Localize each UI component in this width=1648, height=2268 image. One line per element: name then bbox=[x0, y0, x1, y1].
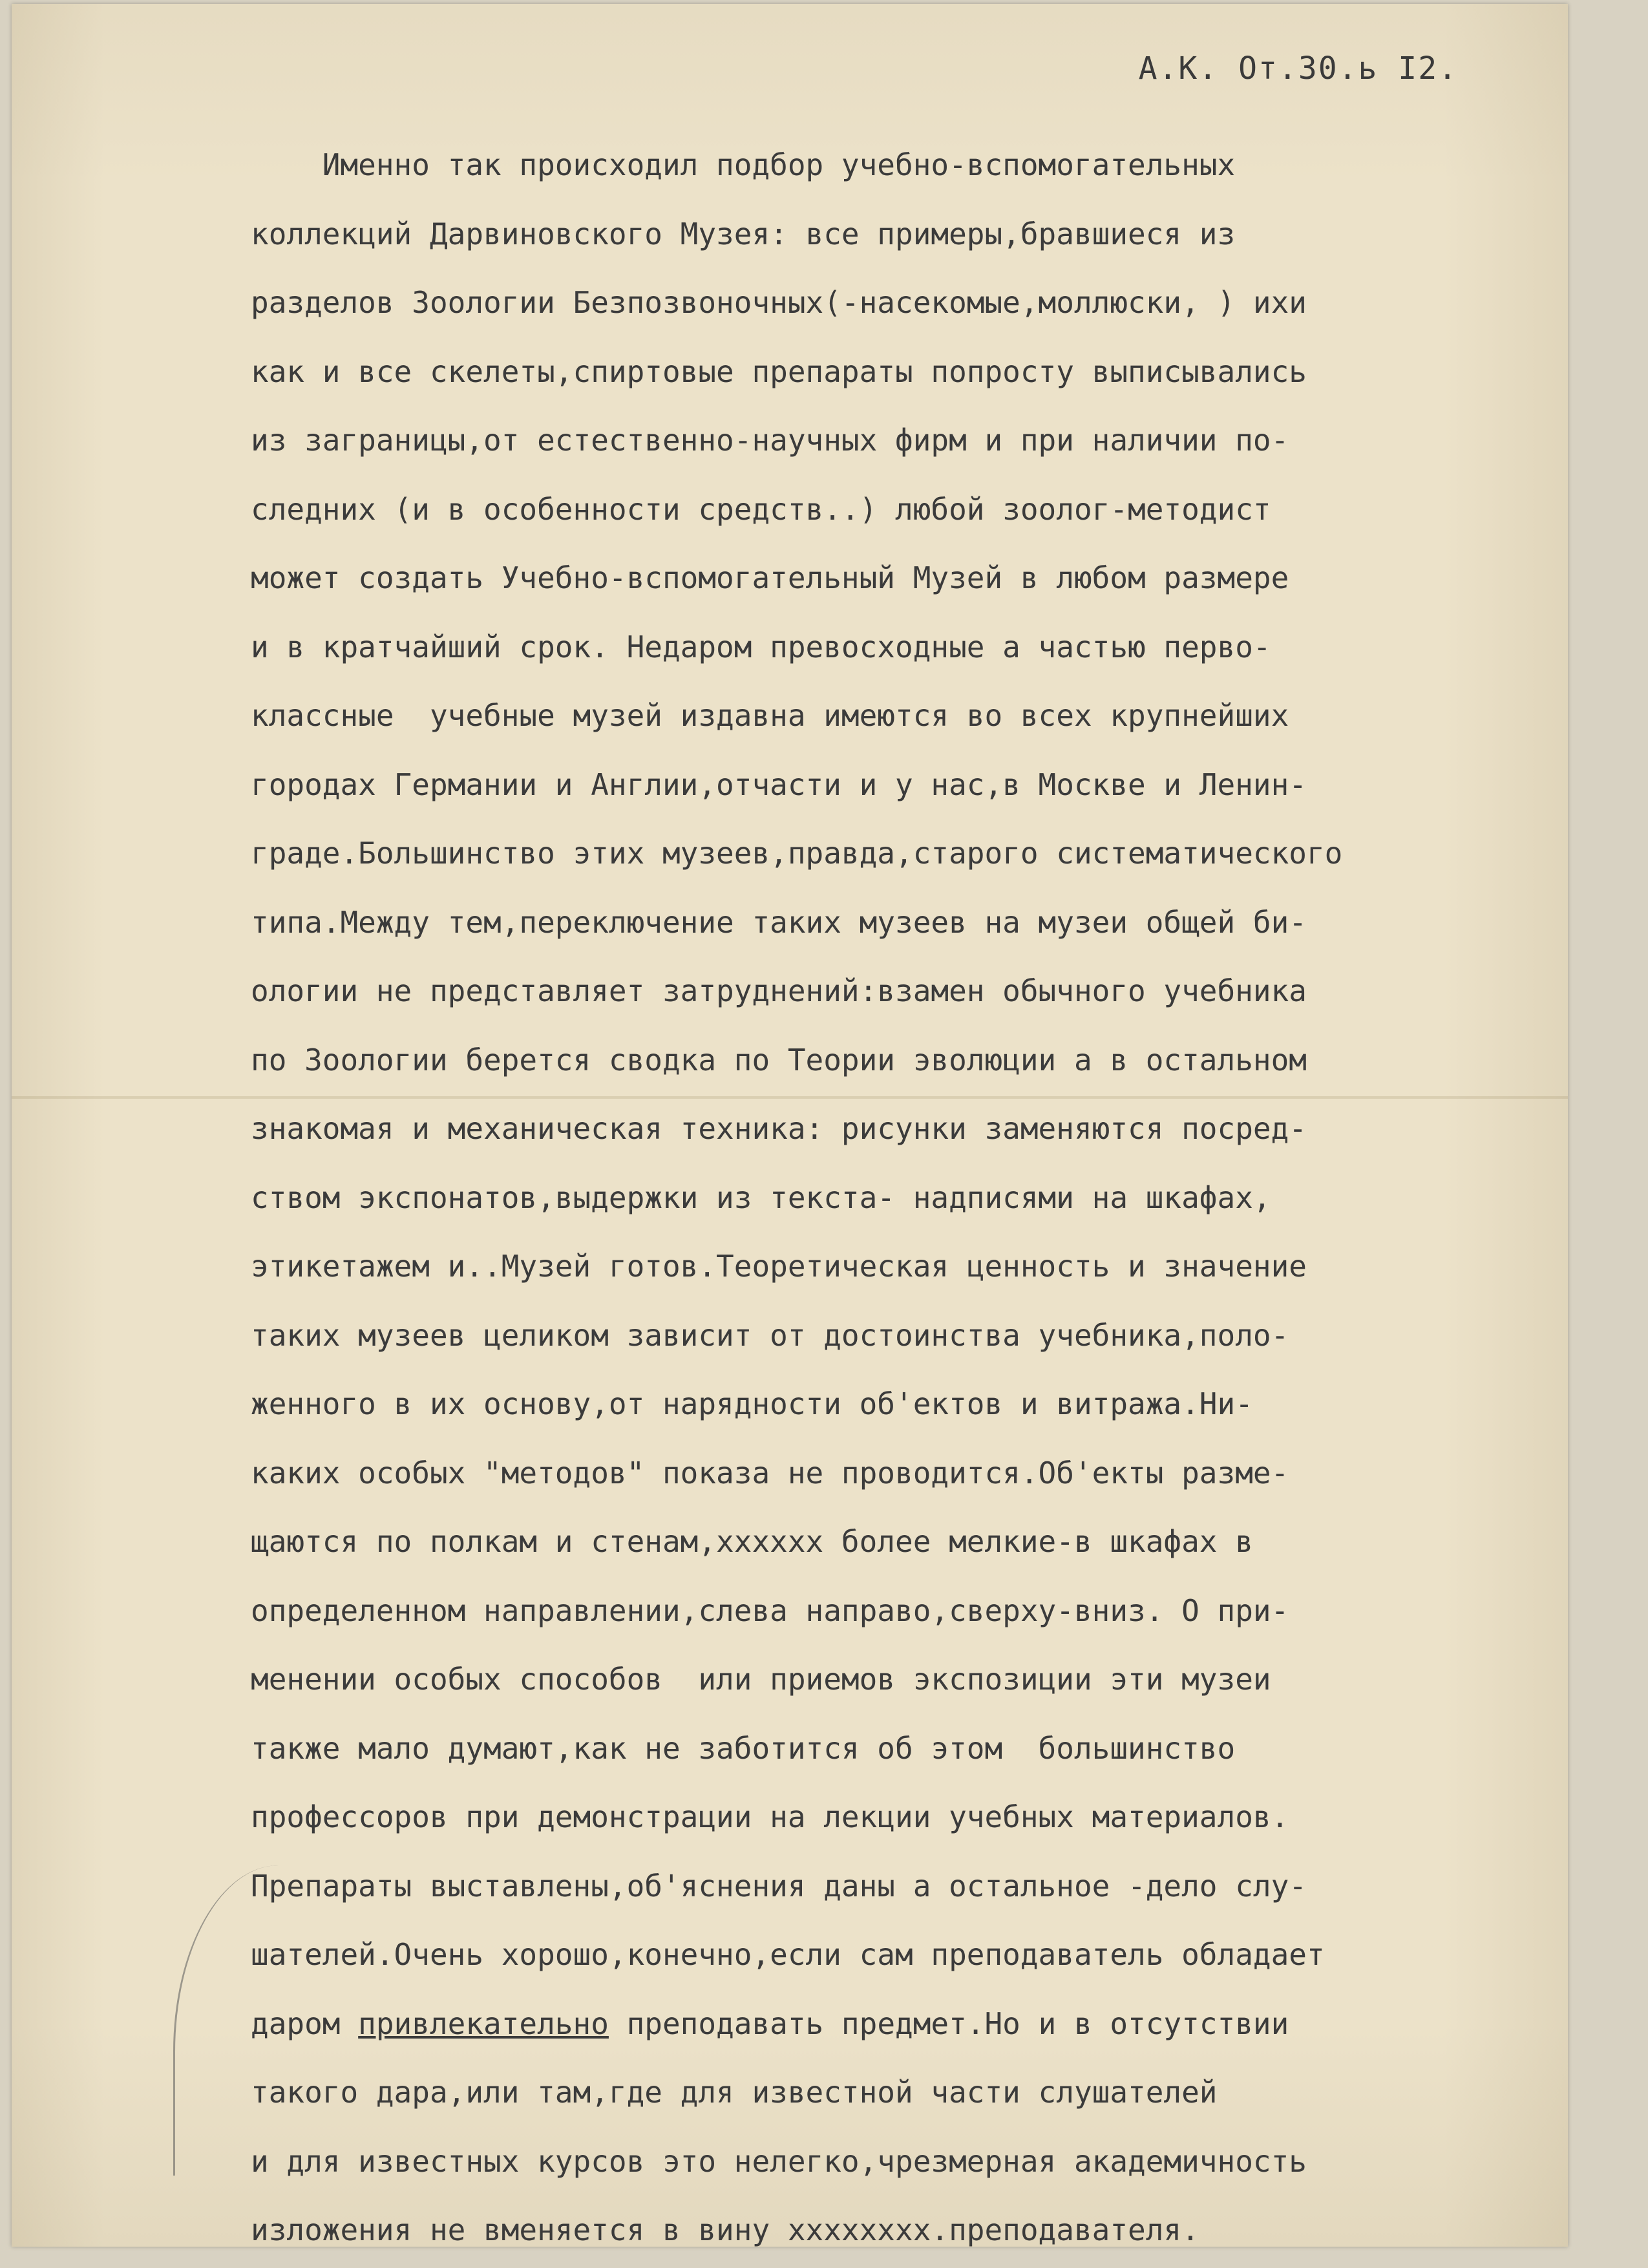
text-line: таких музеев целиком зависит от достоинства учебника,поло- bbox=[251, 1317, 1289, 1353]
text-line: этикетажем и..Музей готов.Теоретическая ценность и значение bbox=[251, 1249, 1307, 1284]
text-line: знакомая и механическая техника: рисунки заменяются посред- bbox=[251, 1111, 1307, 1146]
text-line: такого дара,или там,где для известной части слушателей bbox=[251, 2075, 1218, 2110]
text-line: ством экспонатов,выдержки из текста- надписями на шкафах, bbox=[251, 1180, 1271, 1215]
pencil-mark bbox=[173, 1865, 279, 2176]
text-line: каких особых "методов" показа не проводится.Об'екты разме- bbox=[251, 1455, 1289, 1490]
text-line: разделов Зоологии Безпозвоночных(-насекомые,моллюски, ) ихи bbox=[251, 285, 1307, 320]
text-line: и в кратчайший срок. Недаром превосходные а частью перво- bbox=[251, 629, 1271, 664]
text-line: и для известных курсов это нелегко,чрезмерная академичность bbox=[251, 2143, 1307, 2179]
typewritten-body bbox=[251, 131, 1543, 2265]
text-line: коллекций Дарвиновского Музея: все примеры,бравшиеся из bbox=[251, 216, 1236, 251]
text-line: Именно так происходил подбор учебно-вспомогательных bbox=[251, 147, 1236, 182]
text-line: изложения не вменяется в вину хххххххх.преподавателя. bbox=[251, 2212, 1199, 2247]
text-line: следних (и в особенности средств..) любой зоолог-методист bbox=[251, 491, 1271, 527]
line-end: преподавать предмет.Но и в отсутствии bbox=[608, 2006, 1289, 2041]
text-line: менении особых способов или приемов экспозиции эти музеи bbox=[251, 1662, 1271, 1697]
text-line: городах Германии и Англии,отчасти и у нас,в Москве и Ленин- bbox=[251, 767, 1307, 802]
text-line: определенном направлении,слева направо,сверху-вниз. О при- bbox=[251, 1593, 1289, 1628]
underlined-word: привлекательно bbox=[358, 2006, 609, 2041]
text-line: типа.Между тем,переключение таких музеев на музеи общей би- bbox=[251, 904, 1307, 940]
text-line: может создать Учебно-вспомогательный Музей в любом размере bbox=[251, 560, 1289, 595]
text-line: граде.Большинство этих музеев,правда,старого систематического bbox=[251, 836, 1343, 871]
text-line: Препараты выставлены,об'яснения даны а остальное -дело слу- bbox=[251, 1868, 1307, 1903]
text-line: как и все скелеты,спиртовые препараты попросту выписывались bbox=[251, 354, 1307, 389]
text-line: также мало думают,как не заботится об этом большинство bbox=[251, 1730, 1236, 1766]
text-line: щаются по полкам и стенам,хххххх более мелкие-в шкафах в bbox=[251, 1524, 1253, 1559]
text-line: шателей.Очень хорошо,конечно,если сам преподаватель обладает bbox=[251, 1937, 1325, 1972]
line-start: даром bbox=[251, 2006, 359, 2041]
text-line: по Зоологии берется сводка по Теории эволюции а в остальном bbox=[251, 1042, 1307, 1077]
text-line: женного в их основу,от нарядности об'ектов и витража.Ни- bbox=[251, 1386, 1253, 1421]
text-line: ологии не представляет затруднений:взамен обычного учебника bbox=[251, 973, 1307, 1008]
text-line: профессоров при демонстрации на лекции учебных материалов. bbox=[251, 1799, 1289, 1834]
text-line-with-underline bbox=[251, 1989, 1543, 2059]
document-page bbox=[12, 4, 1568, 2247]
page-header: А.К. От.30.ь I2. bbox=[1138, 50, 1458, 87]
text-line: из заграницы,от естественно-научных фирм и при наличии по- bbox=[251, 423, 1289, 458]
text-line: классные учебные музей издавна имеются во всех крупнейших bbox=[251, 698, 1289, 733]
